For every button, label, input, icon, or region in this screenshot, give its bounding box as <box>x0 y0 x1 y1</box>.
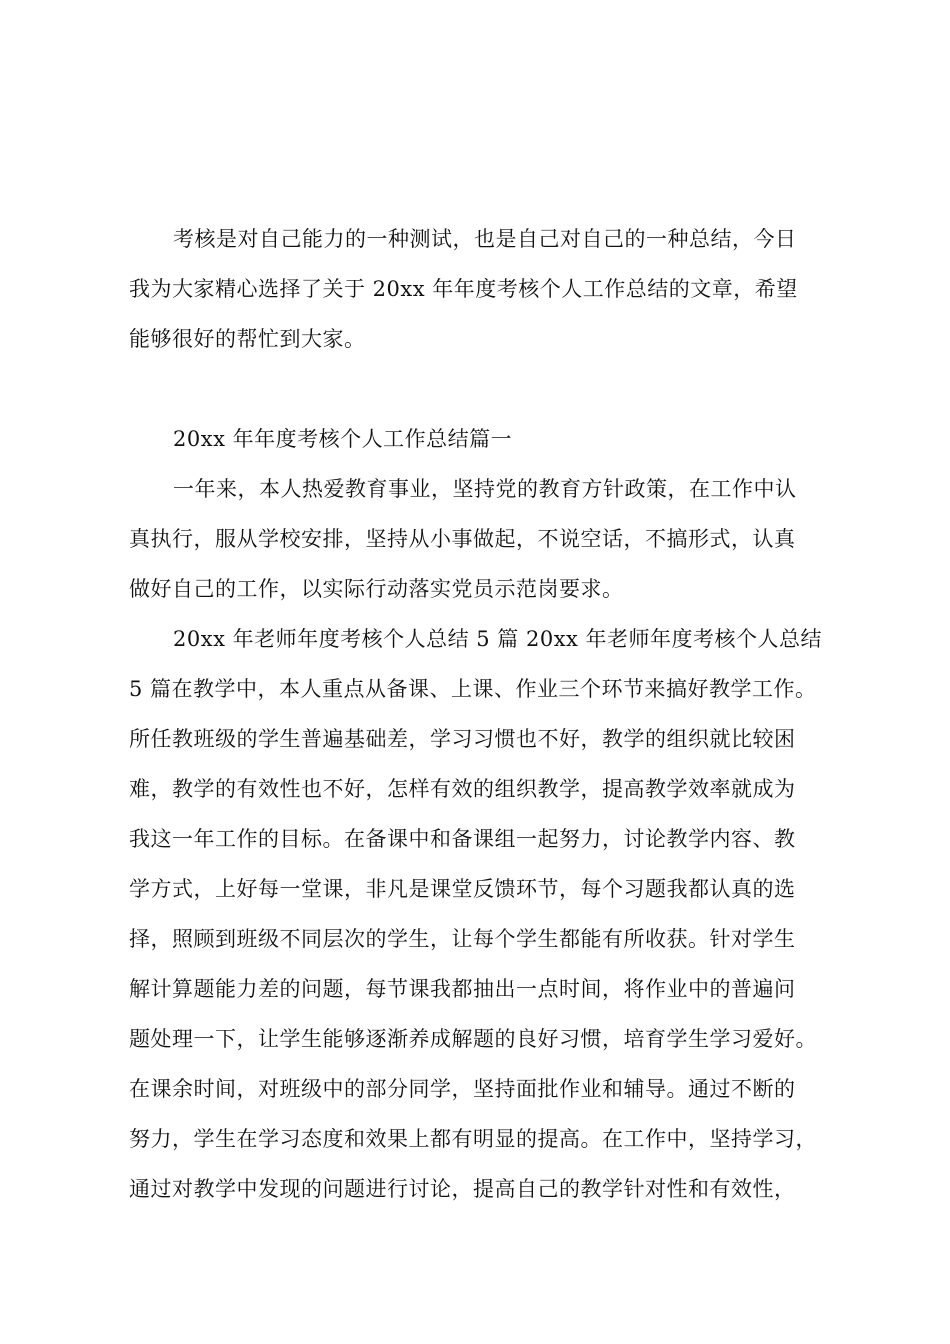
paragraph1-line-1: 一年来，本人热爱教育事业，坚持党的教育方针政策，在工作中认 <box>173 477 797 501</box>
intro-line-3: 能够很好的帮忙到大家。 <box>129 327 366 351</box>
intro-line-1: 考核是对自己能力的一种测试，也是自己对自己的一种总结，今日 <box>173 227 797 251</box>
paragraph2-line-4: 难，教学的有效性也不好，怎样有效的组织教学，提高教学效率就成为 <box>129 777 796 801</box>
paragraph2-line-1: 20xx 年老师年度考核个人总结 5 篇 20xx 年老师年度考核个人总结 <box>173 627 823 651</box>
paragraph2-line-5: 我这一年工作的目标。在备课中和备课组一起努力，讨论教学内容、教 <box>129 827 796 851</box>
paragraph1-line-3: 做好自己的工作，以实际行动落实党员示范岗要求。 <box>129 577 624 601</box>
paragraph2-line-3: 所任教班级的学生普遍基础差，学习习惯也不好，教学的组织就比较困 <box>129 727 796 751</box>
paragraph1-line-2: 真执行，服从学校安排，坚持从小事做起，不说空话，不搞形式，认真 <box>129 527 796 551</box>
paragraph2-line-7: 择，照顾到班级不同层次的学生，让每个学生都能有所收获。针对学生 <box>129 927 796 951</box>
intro-line-2: 我为大家精心选择了关于 20xx 年年度考核个人工作总结的文章，希望 <box>129 277 798 301</box>
paragraph2-line-10: 在课余时间，对班级中的部分同学，坚持面批作业和辅导。通过不断的 <box>129 1077 796 1101</box>
paragraph2-line-8: 解计算题能力差的问题，每节课我都抽出一点时间，将作业中的普遍问 <box>129 977 796 1001</box>
paragraph2-line-11: 努力，学生在学习态度和效果上都有明显的提高。在工作中，坚持学习， <box>129 1127 817 1151</box>
section-title: 20xx 年年度考核个人工作总结篇一 <box>173 427 513 451</box>
paragraph2-line-12: 通过对教学中发现的问题进行讨论，提高自己的教学针对性和有效性， <box>129 1177 796 1201</box>
paragraph2-line-6: 学方式，上好每一堂课，非凡是课堂反馈环节，每个习题我都认真的选 <box>129 877 796 901</box>
paragraph2-line-2: 5 篇在教学中，本人重点从备课、上课、作业三个环节来搞好教学工作。 <box>129 677 817 701</box>
paragraph2-line-9: 题处理一下，让学生能够逐渐养成解题的良好习惯，培育学生学习爱好。 <box>129 1027 817 1051</box>
